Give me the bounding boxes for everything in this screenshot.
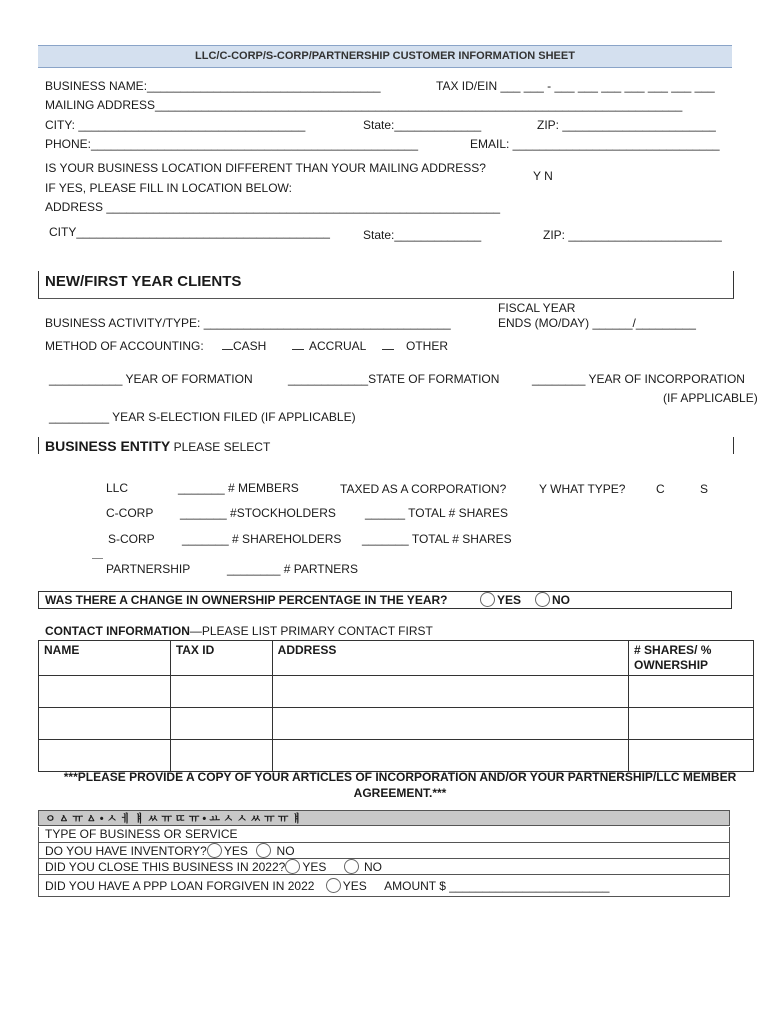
shares-cell[interactable] (629, 740, 754, 772)
taxid-cell[interactable] (170, 676, 272, 708)
form-title: LLC/C-CORP/S-CORP/PARTNERSHIP CUSTOMER INFORMATION SHEET (38, 45, 732, 68)
articles-note: ***PLEASE PROVIDE A COPY OF YOUR ARTICLES OF INCORPORATION AND/OR YOUR PARTNERSHIP/LLC MEMBER AGREEMENT.*** (63, 770, 737, 800)
contact-info-heading (45, 624, 433, 638)
business-entity-subheading: PLEASE SELECT (173, 440, 271, 454)
contact-info-subtitle: —PLEASE LIST PRIMARY CONTACT FIRST (189, 624, 433, 638)
if-applicable-note: (IF APPLICABLE) (663, 391, 758, 405)
close-business-question: DID YOU CLOSE THIS BUSINESS IN 2022? (45, 860, 286, 874)
email-field[interactable]: EMAIL: _______________________________ (470, 137, 720, 151)
inventory-question: DO YOU HAVE INVENTORY? (45, 844, 207, 858)
ccorp-option[interactable]: C-CORP (106, 506, 154, 520)
questions-header-bar: ㅇ ㅿ ㅠ ㅿ • ㅅ ㅔ ㅒ ㅆ ㅠ ㄸ ㅠ • ㅛ ㅅ ㅅ ㅆ ㅠ ㅠ ㅒ (38, 810, 730, 826)
business-entity-header (38, 437, 734, 454)
address-cell[interactable] (272, 708, 628, 740)
address-cell[interactable] (272, 676, 628, 708)
s-election-year-field[interactable]: _________ YEAR S-ELECTION FILED (IF APPLICABLE) (49, 410, 356, 424)
city-field[interactable]: CITY: __________________________________ (45, 118, 306, 132)
year-of-formation-field[interactable]: ___________ YEAR OF FORMATION (49, 372, 253, 386)
business-name-field[interactable]: BUSINESS NAME:___________________________________ (45, 79, 381, 93)
other-option[interactable] (382, 339, 448, 353)
taxid-cell[interactable] (170, 740, 272, 772)
table-row (39, 708, 754, 740)
ppp-yes-label: YES (342, 879, 367, 893)
location-fill-note: IF YES, PLEASE FILL IN LOCATION BELOW: (45, 181, 292, 195)
llc-option[interactable]: LLC (106, 481, 129, 495)
name-cell[interactable] (39, 708, 171, 740)
accrual-label: ACCRUAL (309, 339, 367, 353)
contact-info-title: CONTACT INFORMATION (45, 624, 190, 638)
location-yn[interactable]: Y N (533, 169, 553, 183)
scorp-shareholders-field[interactable]: _______ # SHAREHOLDERS (182, 532, 342, 546)
type-s-option[interactable]: S (700, 482, 709, 496)
fiscal-year-label: FISCAL YEAR (498, 301, 576, 315)
name-cell[interactable] (39, 676, 171, 708)
ownership-yes-option[interactable] (480, 592, 521, 608)
contact-table (38, 640, 754, 772)
taxed-as-corporation-label: TAXED AS A CORPORATION? (340, 482, 507, 496)
table-row (39, 740, 754, 772)
location-city-field[interactable]: CITY______________________________________ (49, 225, 330, 239)
ownership-no-option[interactable] (535, 592, 570, 608)
llc-members-field[interactable]: _______ # MEMBERS (178, 481, 299, 495)
year-of-incorporation-field[interactable]: ________ YEAR OF INCORPORATION (532, 372, 745, 386)
partners-count-field[interactable]: ________ # PARTNERS (227, 562, 358, 576)
fiscal-year-ends-field[interactable]: ENDS (MO/DAY) ______/_________ (498, 316, 696, 330)
inventory-yes-label: YES (223, 844, 248, 858)
ppp-amount-field[interactable]: AMOUNT $ ________________________ (384, 879, 610, 893)
ownership-yes-radio[interactable] (480, 592, 495, 607)
business-entity-heading: BUSINESS ENTITY (45, 438, 171, 454)
ccorp-stockholders-field[interactable]: _______ #STOCKHOLDERS (180, 506, 336, 520)
partnership-checkbox-line[interactable] (92, 558, 103, 559)
table-row (39, 676, 754, 708)
type-of-business-row[interactable] (38, 827, 730, 843)
state-field[interactable]: State:_____________ (363, 118, 482, 132)
type-of-business-label: TYPE OF BUSINESS OR SERVICE (45, 827, 238, 841)
cash-label: CASH (233, 339, 267, 353)
what-type-label: Y WHAT TYPE? (539, 482, 626, 496)
inventory-no-label: NO (276, 844, 295, 858)
close-no-radio[interactable] (344, 859, 359, 874)
close-business-row (38, 859, 730, 875)
shares-cell[interactable] (629, 676, 754, 708)
ownership-change-row (38, 591, 732, 609)
accrual-option[interactable] (292, 339, 366, 353)
ppp-question: DID YOU HAVE A PPP LOAN FORGIVEN IN 2022 (45, 879, 315, 893)
ownership-yes-label: YES (497, 593, 522, 607)
location-question: IS YOUR BUSINESS LOCATION DIFFERENT THAN YOUR MAILING ADDRESS? (45, 161, 486, 175)
name-cell[interactable] (39, 740, 171, 772)
type-c-option[interactable]: C (656, 482, 665, 496)
scorp-option[interactable]: S-CORP (108, 532, 155, 546)
tax-id-field[interactable]: TAX ID/EIN ___ ___ - ___ ___ ___ ___ ___ ___ ___ (436, 79, 715, 93)
close-no-label: NO (364, 860, 383, 874)
new-clients-heading: NEW/FIRST YEAR CLIENTS (45, 273, 242, 290)
ownership-no-radio[interactable] (535, 592, 550, 607)
business-activity-field[interactable]: BUSINESS ACTIVITY/TYPE: _____________________________________ (45, 316, 451, 330)
partnership-option[interactable]: PARTNERSHIP (106, 562, 191, 576)
phone-field[interactable]: PHONE:_________________________________________________ (45, 137, 419, 151)
ccorp-total-shares-field[interactable]: ______ TOTAL # SHARES (365, 506, 508, 520)
col-address-header: ADDRESS (272, 641, 628, 676)
cash-option[interactable] (222, 339, 266, 353)
location-address-field[interactable]: ADDRESS ___________________________________________________________ (45, 200, 501, 214)
new-clients-header (38, 271, 734, 299)
inventory-no-radio[interactable] (256, 843, 271, 858)
scorp-total-shares-field[interactable]: _______ TOTAL # SHARES (362, 532, 512, 546)
inventory-yes-radio[interactable] (207, 843, 222, 858)
col-taxid-header: TAX ID (170, 641, 272, 676)
ppp-row (38, 875, 730, 897)
state-of-formation-field[interactable]: ____________STATE OF FORMATION (288, 372, 500, 386)
ownership-change-question: WAS THERE A CHANGE IN OWNERSHIP PERCENTAGE IN THE YEAR? (45, 593, 448, 607)
inventory-row (38, 843, 730, 859)
mailing-address-field[interactable]: MAILING ADDRESS_______________________________________________________________________________ (45, 98, 683, 112)
other-label: OTHER (406, 339, 448, 353)
col-name-header: NAME (39, 641, 171, 676)
close-yes-label: YES (302, 860, 327, 874)
method-of-accounting-label: METHOD OF ACCOUNTING: (45, 339, 204, 353)
col-shares-header: # SHARES/ % OWNERSHIP (629, 641, 754, 676)
address-cell[interactable] (272, 740, 628, 772)
shares-cell[interactable] (629, 708, 754, 740)
ownership-no-label: NO (552, 593, 570, 607)
ppp-yes-radio[interactable] (326, 878, 341, 893)
location-zip-field[interactable]: ZIP: _______________________ (543, 228, 722, 242)
location-state-field[interactable]: State:_____________ (363, 228, 482, 242)
taxid-cell[interactable] (170, 708, 272, 740)
close-yes-radio[interactable] (285, 859, 300, 874)
zip-field[interactable]: ZIP: _______________________ (537, 118, 716, 132)
